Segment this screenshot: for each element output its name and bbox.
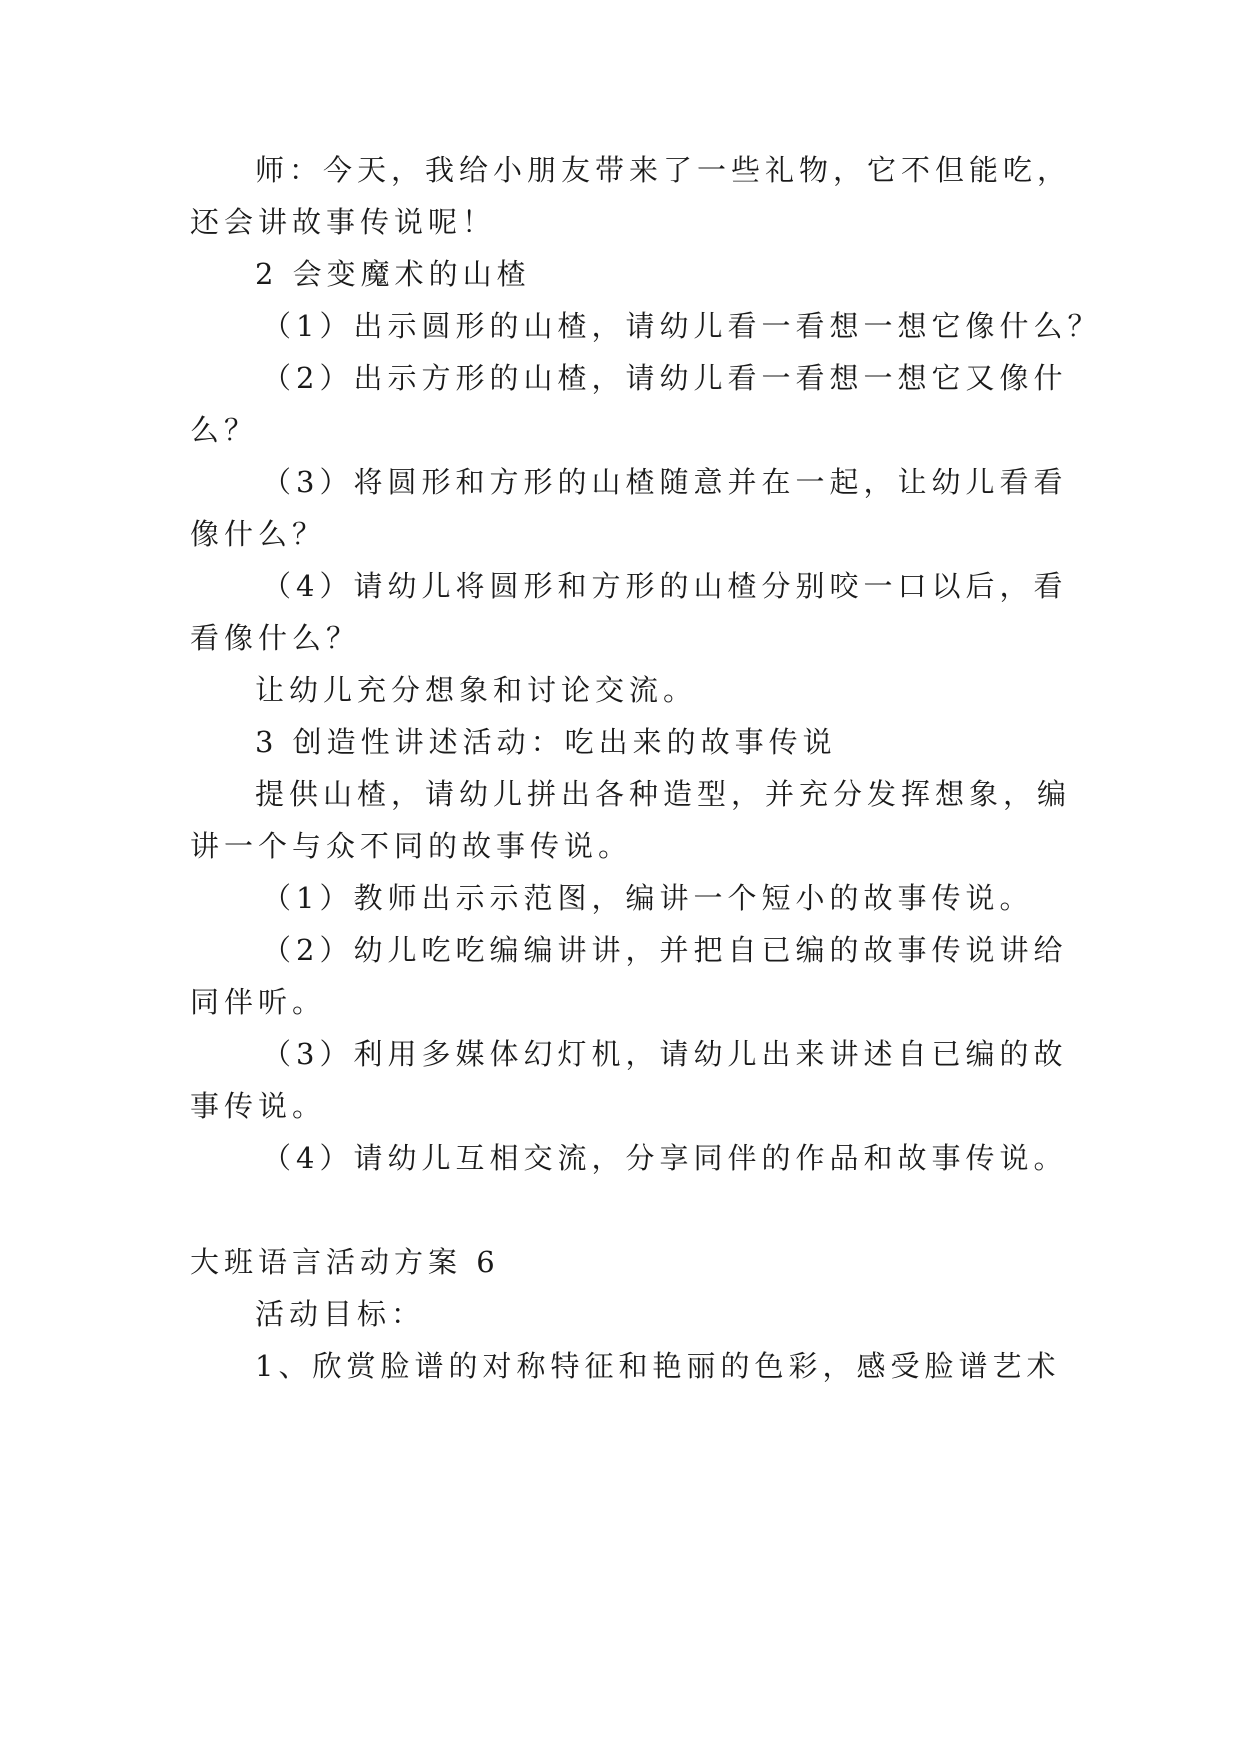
list-item: （2）幼儿吃吃编编讲讲，并把自已编的故事传说讲给 xyxy=(262,933,1068,967)
list-item: （1）出示圆形的山楂，请幼儿看一看想一想它像什么？ xyxy=(262,309,1102,343)
list-item: （1）教师出示示范图，编讲一个短小的故事传说。 xyxy=(262,881,1034,915)
paragraph-line: 师：今天，我给小朋友带来了一些礼物，它不但能吃， xyxy=(255,153,1072,187)
paragraph-line: 讲一个与众不同的故事传说。 xyxy=(190,829,633,863)
paragraph-line: 么？ xyxy=(190,413,259,447)
list-item: （2）出示方形的山楂，请幼儿看一看想一想它又像什 xyxy=(262,361,1068,395)
list-item: 1、欣赏脸谱的对称特征和艳丽的色彩，感受脸谱艺术 xyxy=(255,1349,1061,1383)
list-item: （4）请幼儿将圆形和方形的山楂分别咬一口以后，看 xyxy=(262,569,1068,603)
list-item: （3）利用多媒体幻灯机，请幼儿出来讲述自已编的故 xyxy=(262,1037,1068,1071)
list-item: （4）请幼儿互相交流，分享同伴的作品和故事传说。 xyxy=(262,1141,1068,1175)
section-heading: 3 创造性讲述活动：吃出来的故事传说 xyxy=(255,725,837,759)
section-heading: 2 会变魔术的山楂 xyxy=(255,257,531,291)
paragraph-line: 让幼儿充分想象和讨论交流。 xyxy=(255,673,698,707)
document-title: 大班语言活动方案 6 xyxy=(190,1245,500,1279)
paragraph-line: 事传说。 xyxy=(190,1089,327,1123)
section-heading: 活动目标： xyxy=(255,1297,426,1331)
paragraph-line: 像什么？ xyxy=(190,517,327,551)
paragraph-line: 还会讲故事传说呢！ xyxy=(190,205,497,239)
paragraph-line: 同伴听。 xyxy=(190,985,327,1019)
list-item: （3）将圆形和方形的山楂随意并在一起，让幼儿看看 xyxy=(262,465,1068,499)
paragraph-line: 看像什么？ xyxy=(190,621,361,655)
paragraph-line: 提供山楂，请幼儿拼出各种造型，并充分发挥想象，编 xyxy=(255,777,1072,811)
